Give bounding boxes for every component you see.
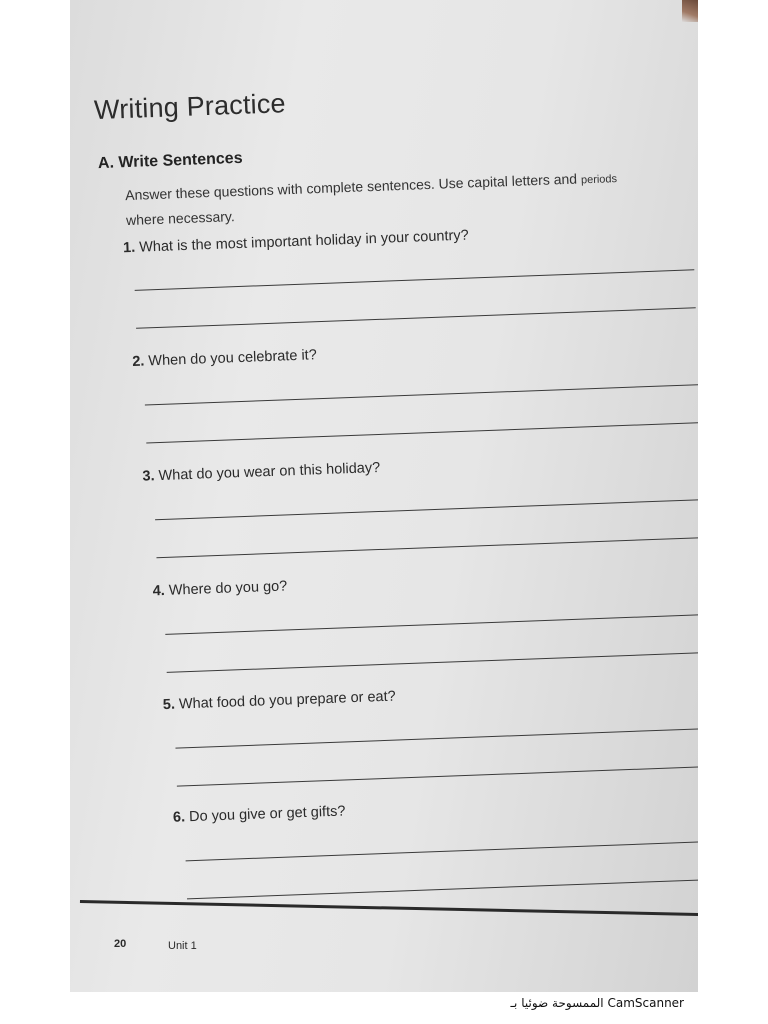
answer-line-4a[interactable] [165, 613, 698, 635]
answer-line-5a[interactable] [175, 727, 698, 749]
unit-label: Unit 1 [168, 940, 197, 952]
answer-line-6b[interactable] [187, 878, 698, 900]
answer-line-3b[interactable] [156, 537, 698, 559]
question-6 [173, 803, 346, 825]
camscanner-watermark: CamScanner الممسوحة ضوئيا بـ [510, 996, 684, 1010]
question-number: 5. [162, 696, 176, 714]
question-4 [152, 578, 287, 599]
book-page [70, 0, 698, 992]
page-number: 20 [114, 938, 127, 950]
question-number: 4. [152, 582, 166, 600]
instructions-tail: periods [580, 173, 618, 187]
question-1 [123, 228, 469, 257]
question-text: What is the most important holiday in your country? [138, 227, 469, 256]
page-title: Writing Practice [93, 88, 287, 126]
question-text: When do you celebrate it? [148, 347, 318, 370]
instructions-main: Answer these questions with complete sentences. Use capital letters and [124, 170, 578, 204]
answer-line-6a[interactable] [186, 840, 698, 862]
answer-line-2a[interactable] [145, 384, 698, 406]
question-2 [132, 347, 317, 370]
answer-line-2b[interactable] [146, 422, 698, 444]
question-text: Where do you go? [168, 578, 288, 599]
question-number: 6. [172, 809, 186, 826]
question-number: 2. [132, 353, 145, 370]
instructions [125, 164, 686, 232]
answer-line-3a[interactable] [155, 499, 698, 521]
question-text: What food do you prepare or eat? [178, 688, 396, 713]
question-number: 1. [122, 239, 136, 257]
answer-line-1a[interactable] [135, 269, 695, 291]
answer-line-4b[interactable] [167, 651, 698, 673]
question-5 [163, 689, 396, 714]
question-number: 3. [142, 468, 155, 485]
answer-line-5b[interactable] [177, 765, 698, 787]
section-heading: A. Write Sentences [97, 149, 243, 173]
page-content [70, 0, 698, 992]
answer-line-1b[interactable] [136, 307, 696, 329]
question-text: What do you wear on this holiday? [158, 459, 381, 485]
question-3 [142, 460, 380, 485]
question-text: Do you give or get gifts? [188, 803, 346, 826]
instructions-line2: where necessary. [125, 208, 236, 229]
